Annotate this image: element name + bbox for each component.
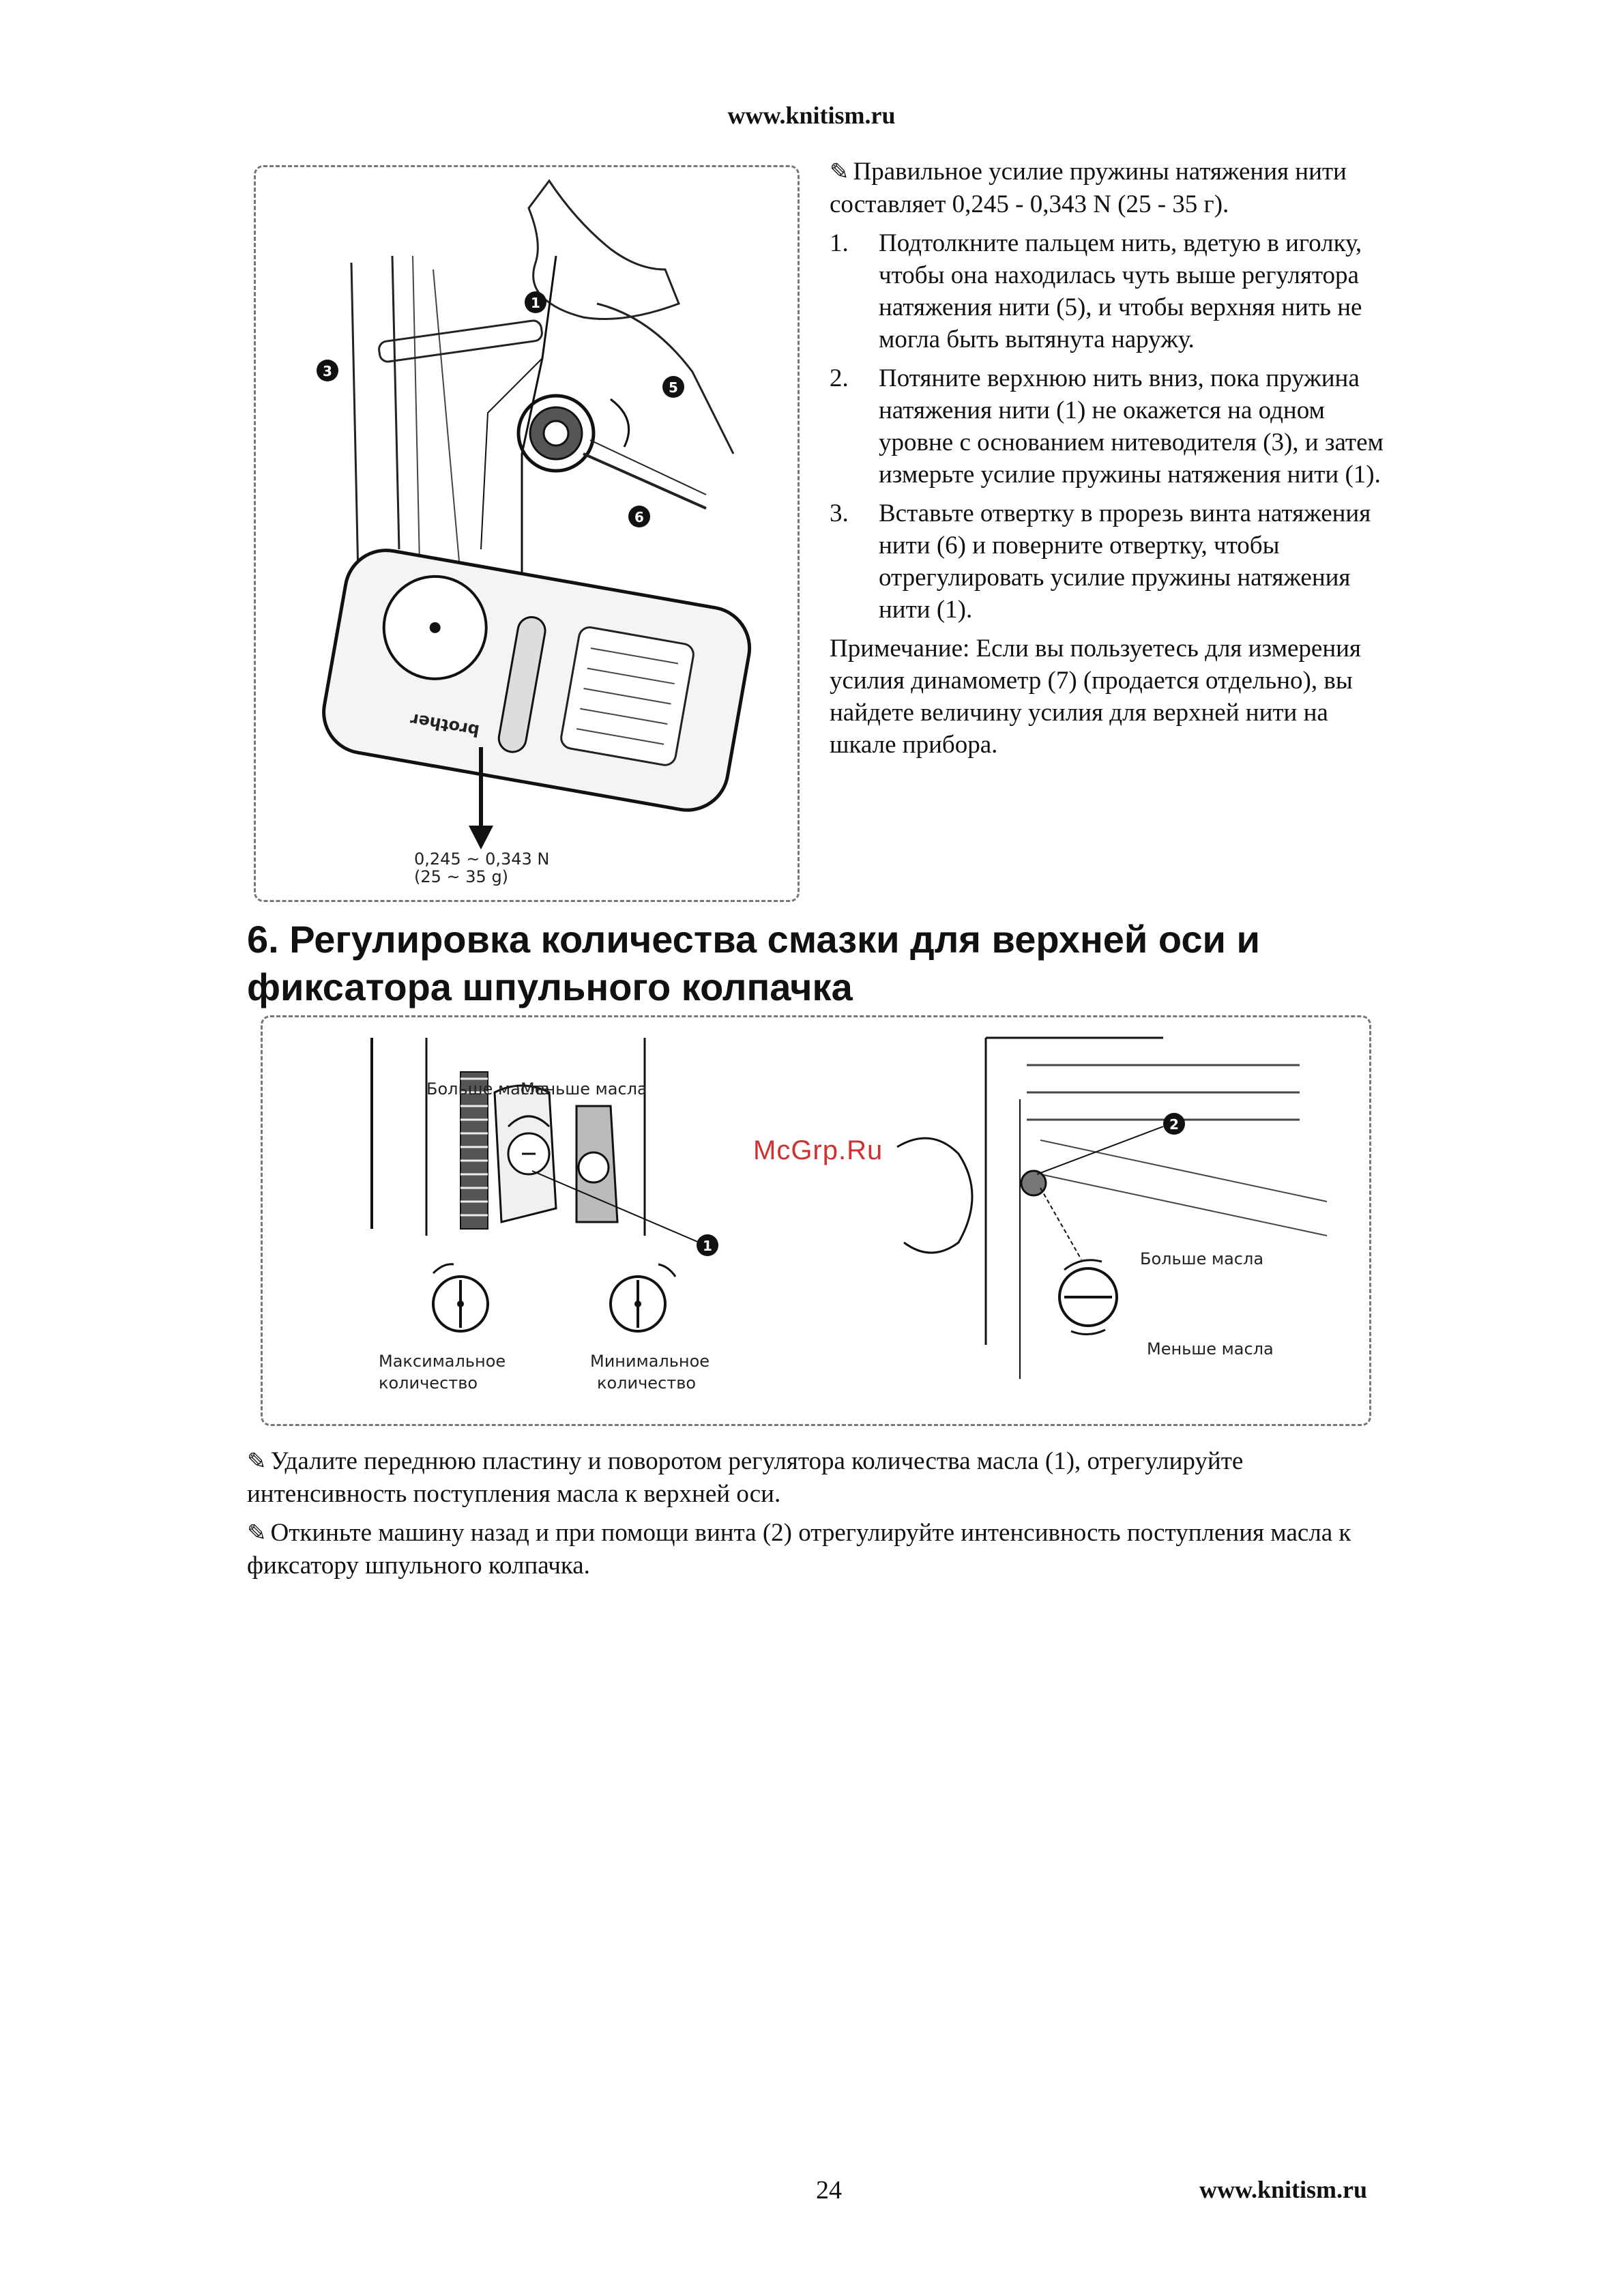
tension-regulator: [518, 396, 706, 508]
svg-text:1: 1: [703, 1238, 712, 1254]
svg-text:brother: brother: [409, 709, 481, 741]
svg-text:Максимальное: Максимальное: [379, 1352, 506, 1371]
oil-para-2: ✎ Откиньте машину назад и при помощи винта (2) отрегулируйте интенсивность поступления масла к фиксатору шпульного колпачка.: [247, 1519, 1351, 1580]
callout-5: [662, 376, 684, 398]
dynamometer: [317, 544, 756, 817]
bobbin-case-panel: [897, 1038, 1327, 1379]
pencil-icon: ✎: [247, 1520, 267, 1547]
page-number: 24: [816, 2176, 842, 2205]
thread-tension-figure: [254, 165, 800, 902]
screw-dial: [1059, 1260, 1117, 1335]
step-item: 3. Вставьте отвертку в прорезь винта натяжения нити (6) и поверните отвертку, чтобы отрегулировать усилие пружины натяжения нити (1).: [830, 499, 1371, 624]
oil-adjustment-figure: [261, 1015, 1371, 1426]
svg-text:количество: количество: [379, 1374, 478, 1393]
scale-text-2: (25 ~ 35 g): [414, 867, 509, 886]
oil-para-1: ✎ Удалите переднюю пластину и поворотом регулятора количества масла (1), отрегулируйте интенсивность поступления масла к верхней оси.: [247, 1447, 1244, 1508]
section-title: 6. Регулировка количества смазки для верхней оси и фиксатора шпульного колпачка: [247, 918, 1260, 1008]
less-oil-label-right: Меньше масла: [1147, 1339, 1274, 1358]
pencil-icon: ✎: [830, 158, 849, 186]
svg-text:количество: количество: [597, 1374, 697, 1393]
step-item: 2. Потяните верхнюю нить вниз, пока пружина натяжения нити (1) не окажется на одном уровне с основанием нитеводителя (3), и затем измерьте усилие пружины натяжения нити (1).: [830, 364, 1384, 489]
svg-text:2: 2: [1169, 1116, 1179, 1133]
watermark: McGrp.Ru: [753, 1135, 883, 1165]
svg-text:1: 1: [531, 295, 540, 311]
oil-adjustment-illustration: [263, 1017, 1369, 1424]
min-amount-dial: [590, 1264, 710, 1393]
svg-text:5: 5: [669, 379, 678, 396]
footer-site-url: www.knitism.ru: [1199, 2176, 1368, 2203]
upper-shaft-panel: [372, 1038, 718, 1393]
tension-intro: ✎ Правильное усилие пружины натяжения нити составляет 0,245 - 0,343 N (25 - 35 г).: [830, 158, 1347, 218]
tension-instructions: [830, 156, 1389, 761]
callout-oil-1: [697, 1234, 718, 1256]
thread-tension-illustration: [256, 167, 798, 900]
step-item: 1. Подтолкните пальцем нить, вдетую в иголку, чтобы она находилась чуть выше регулятора натяжения нити (5), и чтобы верхняя нить не могла быть вытянута наружу.: [830, 229, 1362, 353]
svg-text:3: 3: [323, 363, 332, 379]
tension-steps: [830, 227, 1389, 626]
less-oil-label-left: Меньше масла: [521, 1079, 647, 1099]
svg-text:Минимальное: Минимальное: [590, 1352, 710, 1371]
scale-text-1: 0,245 ~ 0,343 N: [414, 849, 550, 869]
svg-text:6: 6: [634, 509, 644, 525]
header-site-url: www.knitism.ru: [727, 102, 896, 129]
callout-1: [525, 291, 546, 313]
callout-3: [317, 360, 338, 381]
more-oil-label-right: Больше масла: [1140, 1249, 1264, 1268]
pencil-icon: ✎: [247, 1448, 267, 1475]
dynamometer-note: Примечание: Если вы пользуетесь для измерения усилия динамометр (7) (продается отдельно), вы найдете величину усилия для верхней нити на шкале прибора.: [830, 635, 1361, 759]
oil-instructions: [247, 1445, 1379, 1582]
callout-6: [628, 506, 650, 527]
more-oil-label-left: Больше масла: [426, 1079, 551, 1099]
max-amount-dial: [379, 1264, 506, 1393]
callout-oil-2: [1163, 1113, 1185, 1135]
